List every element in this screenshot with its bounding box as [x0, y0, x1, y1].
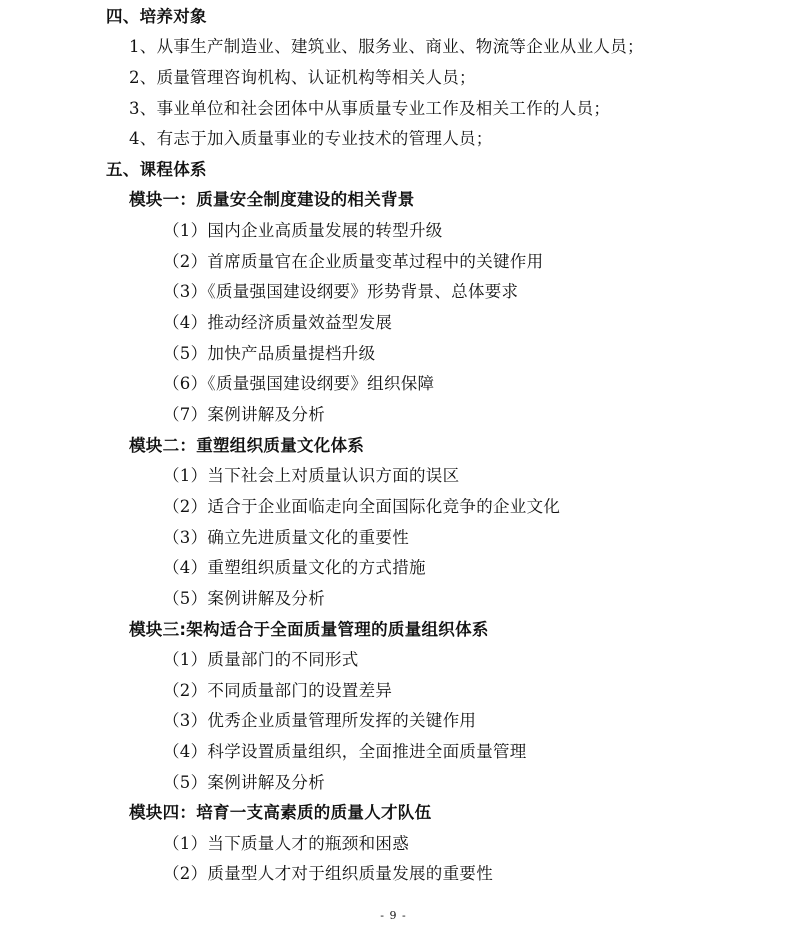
- module-item: （2）不同质量部门的设置差异: [163, 681, 393, 700]
- module-item: （3）确立先进质量文化的重要性: [163, 528, 409, 547]
- module-item: （3）《质量强国建设纲要》形势背景、总体要求: [163, 282, 519, 301]
- module-item: （6）《质量强国建设纲要》组织保障: [163, 374, 435, 393]
- module-item: （5）案例讲解及分析: [163, 589, 325, 608]
- module-item: （3）优秀企业质量管理所发挥的关键作用: [163, 711, 477, 730]
- target-item: 2、质量管理咨询机构、认证机构等相关人员；: [129, 68, 476, 87]
- module-title: 模块一：质量安全制度建设的相关背景: [129, 190, 415, 209]
- page-number: - 9 -: [380, 909, 407, 922]
- module-item: （7）案例讲解及分析: [163, 405, 325, 424]
- module-item: （5）案例讲解及分析: [163, 773, 325, 792]
- module-item: （4）科学设置质量组织，全面推进全面质量管理: [163, 742, 527, 761]
- module-item: （1）当下社会上对质量认识方面的误区: [163, 466, 460, 485]
- section-title-training-targets: 四、培养对象: [106, 7, 207, 26]
- target-item: 1、从事生产制造业、建筑业、服务业、商业、物流等企业从业人员；: [129, 37, 644, 56]
- module-title: 模块四：培育一支高素质的质量人才队伍: [129, 803, 432, 822]
- module-item: （2）首席质量官在企业质量变革过程中的关键作用: [163, 252, 544, 271]
- module-item: （5）加快产品质量提档升级: [163, 344, 376, 363]
- section-title-course-system: 五、课程体系: [106, 160, 207, 179]
- module-item: （1）当下质量人才的瓶颈和困惑: [163, 834, 409, 853]
- module-title: 模块二：重塑组织质量文化体系: [129, 436, 365, 455]
- module-item: （2）适合于企业面临走向全面国际化竞争的企业文化: [163, 497, 561, 516]
- target-item: 3、事业单位和社会团体中从事质量专业工作及相关工作的人员；: [129, 99, 611, 118]
- module-item: （4）重塑组织质量文化的方式措施: [163, 558, 426, 577]
- module-item: （1）质量部门的不同形式: [163, 650, 359, 669]
- target-item: 4、有志于加入质量事业的专业技术的管理人员；: [129, 129, 493, 148]
- module-title: 模块三:架构适合于全面质量管理的质量组织体系: [129, 620, 489, 639]
- module-item: （4）推动经济质量效益型发展: [163, 313, 393, 332]
- module-item: （2）质量型人才对于组织质量发展的重要性: [163, 864, 493, 883]
- module-item: （1）国内企业高质量发展的转型升级: [163, 221, 443, 240]
